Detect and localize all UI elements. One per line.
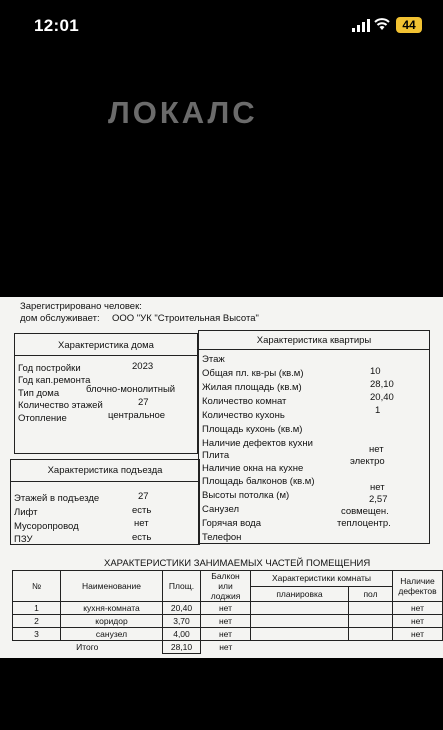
apartment-label: Плита — [202, 450, 230, 461]
col-name: Наименование — [61, 571, 163, 602]
apartment-label: Количество комнат — [202, 396, 287, 407]
apartment-label: Наличие окна на кухне — [202, 463, 304, 474]
apartment-label: Площадь балконов (кв.м) — [202, 476, 315, 487]
apartment-label: Жилая площадь (кв.м) — [202, 382, 302, 393]
service-label: дом обслуживает: — [20, 313, 100, 324]
row-area: 20,40 — [163, 602, 201, 615]
entrance-label: Этажей в подъезде — [14, 493, 100, 504]
apartment-value: 10 — [370, 366, 381, 377]
apartment-title: Характеристика квартиры — [256, 335, 372, 346]
house-title: Характеристика дома — [58, 340, 154, 351]
table-row — [13, 628, 443, 641]
apartment-label: Горячая вода — [202, 518, 261, 529]
total-label: Итого — [76, 642, 99, 653]
row-number: 1 — [13, 602, 61, 615]
battery-icon: 44 — [396, 17, 422, 33]
house-value: блочно-монолитный — [86, 384, 176, 395]
table-row — [13, 615, 443, 628]
document-photo — [0, 297, 443, 658]
apartment-value: нет — [369, 444, 384, 455]
entrance-label: ПЗУ — [14, 534, 33, 545]
entrance-value: есть — [132, 532, 152, 543]
row-layout — [251, 602, 349, 615]
col-defects: Наличие дефектов — [393, 571, 443, 602]
house-label: Отопление — [18, 413, 67, 424]
row-defects: нет — [393, 628, 443, 641]
row-defects: нет — [393, 615, 443, 628]
entrance-label: Лифт — [14, 507, 38, 518]
apartment-label: Общая пл. кв-ры (кв.м) — [202, 368, 304, 379]
table-row — [13, 602, 443, 615]
wifi-icon — [374, 17, 390, 31]
entrance-title: Характеристика подъезда — [47, 465, 163, 476]
entrance-value: 27 — [138, 491, 149, 502]
apartment-value: нет — [370, 482, 385, 493]
apartment-label: Площадь кухонь (кв.м) — [202, 424, 303, 435]
total-area: 28,10 — [163, 641, 201, 654]
bottom-area — [0, 658, 443, 730]
row-balcony: нет — [201, 602, 251, 615]
row-area: 3,70 — [163, 615, 201, 628]
apartment-value: теплоцентр. — [337, 518, 391, 529]
row-balcony: нет — [201, 628, 251, 641]
col-room-characteristics: Характеристики комнаты — [251, 571, 393, 587]
apartment-label: Этаж — [202, 354, 225, 365]
rooms-title: ХАРАКТЕРИСТИКИ ЗАНИМАЕМЫХ ЧАСТЕЙ ПОМЕЩЕНИЯ — [104, 558, 371, 569]
col-area: Площ. — [163, 571, 201, 602]
status-bar — [0, 0, 443, 50]
apartment-value: электро — [350, 456, 385, 467]
col-layout: планировка — [251, 586, 349, 602]
col-balcony: Балкон или лоджия — [201, 571, 251, 602]
col-number: № — [13, 571, 61, 602]
apartment-value: 2,57 — [369, 494, 388, 505]
apartment-value: 28,10 — [370, 379, 394, 390]
row-area: 4,00 — [163, 628, 201, 641]
row-layout — [251, 628, 349, 641]
row-name: санузел — [61, 628, 163, 641]
apartment-value: совмещен. — [341, 506, 389, 517]
row-number: 3 — [13, 628, 61, 641]
row-defects: нет — [393, 602, 443, 615]
registered-label: Зарегистрировано человек: — [20, 301, 142, 312]
row-name: кухня-комната — [61, 602, 163, 615]
house-label: Год кап.ремонта — [18, 375, 91, 386]
row-number: 2 — [13, 615, 61, 628]
apartment-value: 20,40 — [370, 392, 394, 403]
apartment-label: Высоты потолка (м) — [202, 490, 290, 501]
house-value: 2023 — [132, 361, 154, 372]
house-value: центральное — [108, 410, 166, 421]
apartment-value: 1 — [375, 405, 381, 416]
row-floor — [349, 615, 393, 628]
house-value: 27 — [138, 397, 149, 408]
cellular-signal-icon — [352, 19, 370, 32]
row-balcony: нет — [201, 615, 251, 628]
row-name: коридор — [61, 615, 163, 628]
rooms-table — [12, 570, 443, 654]
apartment-label: Наличие дефектов кухни — [202, 438, 313, 449]
row-floor — [349, 628, 393, 641]
apartment-label: Санузел — [202, 504, 240, 515]
apartment-label: Количество кухонь — [202, 410, 285, 421]
table-total-row — [13, 641, 443, 654]
service-value: ООО "УК "Строительная Высота" — [112, 313, 259, 324]
entrance-value: нет — [134, 518, 149, 529]
house-label: Количество этажей — [18, 400, 103, 411]
apartment-label: Телефон — [202, 532, 242, 543]
total-balcony: нет — [201, 641, 251, 654]
house-label: Год постройки — [18, 363, 81, 374]
entrance-value: есть — [132, 505, 152, 516]
row-floor — [349, 602, 393, 615]
brand-logo: ЛОКАЛС — [108, 95, 258, 130]
entrance-label: Мусоропровод — [14, 521, 79, 532]
house-label: Тип дома — [18, 388, 60, 399]
col-floor: пол — [349, 586, 393, 602]
row-layout — [251, 615, 349, 628]
clock: 12:01 — [34, 16, 79, 35]
